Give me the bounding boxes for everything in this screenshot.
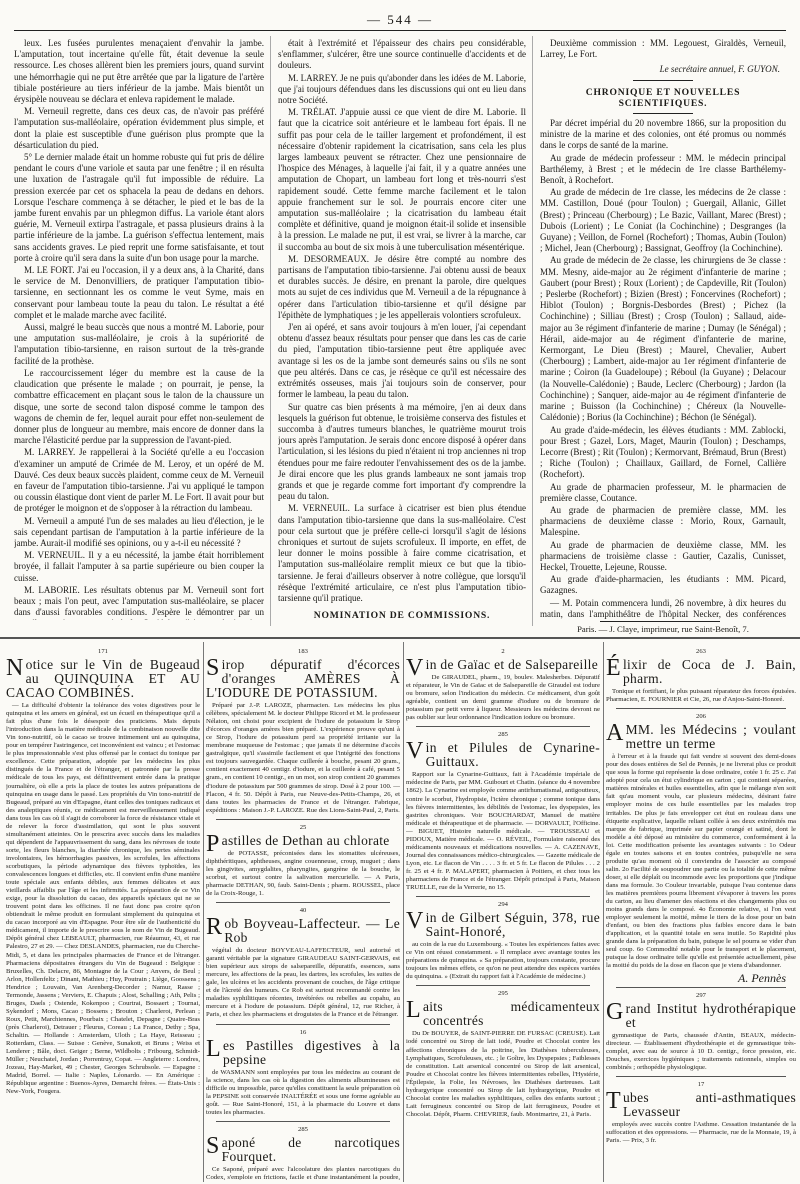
handwritten-signature: A. Pennès [738,971,786,986]
paragraph: Deuxième commission : MM. Legouest, Giraldès, Verneuil, Larrey, Le Fort. [540,38,786,60]
paragraph: M. VERNEUIL. Il y a eu nécessité, la jambe était horriblement broyée, il fallait l'amputer à sa partie supérieure ou bien couper la cuisse. [14,550,264,583]
article-column-2 [278,38,526,620]
ad-heading [206,830,400,857]
ad-body: Préparé par J.-P. LAROZE, pharmacien. Les médecins les plus célèbres, spécialement M. le docteur Philippe Ricord et M. le professeur Nélaton, ont choisi pour excipient de l'iodure de potassium le Sirop d'écorces d'oranges amères bien préparé. L'expérience prouve qu'uni à ce Sirop, l'iodure de potassium perd sa propriété irritante sur la membrane muqueuse de l'estomac ; que jamais il ne détermine d'accès gastralgique, qu'il s'assimile facilement et que l'intégrité des fonctions est toujours sauvegardée. Chaque cuillerée à bouche, pesant 20 gram., contient exactement 40 centigr. d'iodure, et la cuillerée à café, pesant 5 gram., en contient 10 centigr., en un mot, son sirop contient 20 grammes d'iodure de potassium par 500 grammes de sirop. Dosé à 2 pour 100. — Flacon, 4 fr. 50. Dépôt à Paris, rue Neuve-des-Petits-Champs, 26, et dans toutes les pharmacies de France et de l'étranger. Fabrique, expéditions : Maison J.-P. LAROZE. Rue des Lions-Saint-Paul, 2, Paris. [206,702,400,814]
publisher-rule [600,621,720,622]
paragraph: Aussi, malgré le beau succès que nous a montré M. Laborie, pour une amputation sus-malléolaire, je crois à la supériorité de l'amputation tibio-tarsienne, en raison surtout de la très-grande facilité de la prothèse. [14,322,264,366]
ad-title: in de Gaïac et de Salsepareille [425,657,598,673]
ad-body: — La difficulté d'obtenir la tolérance des voies digestives pour le quinquina et les amers en général, est un écueil en thérapeutique qu'il a fait plus d'une fois le désespoir des praticiens. Mais depuis l'introduction dans la matière médicale de la combinaison nouvelle dite Vin tono-nutritif, où le cacao se trouve intimement uni au quinquina, pour en tempérer l'astringence, cet inconvénient est vaincu ; et l'estomac le plus impressionnable s'est plus offensé par le contact du tonique par excellence. Cette préparation, adoptée par les médecins les plus distingués de la France et de l'étranger, et patronnée par la presse médicale de tous les pays, est définitivement entrée dans la pratique journalière, où elle a pris la place de toutes les autres préparations de quinquina en usage dans le passé. Les propriétés du Vin tono-nutritif de Bugeaud, préparé au vin d'Espagne, étant celles des toniques radicaux et des analeptiques réunis, ce médicament est merveilleusement indiqué dans tous les cas où il s'agit de corroborer la force de résistance vitale et de relever la force d'assimilation, qui sont le plus souvent simultanément atteintes. On le prescrira avec succès dans les maladies qui dépendent de l'appauvrissement du sang, dans les névroses de toute sorte, les fleurs blanches, la diarrhée chronique, les pertes séminales involontaires, les hémorrhagies passives, les scrofules, les affections scorbutiques, la période adynamique des fièvres typhoïdes, les convalescences longues et difficiles, etc. Il convient enfin d'une manière toute spéciale aux enfants débiles, aux femmes délicates et aux vieillards affaiblis par l'âge et les infirmités. La préparation de ce Vin exige, pour la dissolution du cacao, des appareils spéciaux qui ne se trouvent point dans les officines. Il ne faut donc pas croire qu'on obtiendrait le même produit en formulant simplement du quinquina et du cacao incorporé au vin d'Espagne. Pour être sûr de l'authenticité du médicament, il importe de le prescrire sous le nom de Vin de Bugeaud. Dépôt général chez LEBEAULT, pharmacien, rue Réaumur, 43, et rue Palestro, 27 et 29. — Chez DESLANDES, pharmacien, rue du Cherche-Midi, 5, et dans les principales pharmacies de France et de l'étranger. Pharmaciens dépositaires étrangers du Vin de Bugeaud : Belgique : Bruxelles, Ch. Delacre, 86, Montagne de la Cour ; Anvers, de Beul ; Arlon, Hollenfeltz ; Dinant, Mathieu ; Huy, Poutrain ; Liège, Goossens ; Hendrice ; Louvain, Van Arenberg-Decorder ; Namur, Rasse ; Termonde, Jassens ; Verviers, E. Chapuis ; Alost, Schalling ; Ath, Pelis ; Bruges, Daels ; Ostende, Kokenpoo ; Courtrai, Bossaert ; Tournai, Sykendorf ; Mons, Cacao ; Bossens ; Brouton ; Charleroi, Perlean ; Roux, Petit, Marchiennes, Pourbaix ; Chatelet, Depagne ; Quaire-Bras (près Charleroi), Detrauer ; Fleurus, Coreau ; La France, Dethy ; Spa, Schaltin. — Hollande : Amsterdam, Uloth ; La Haye, Reisseau ; Rotterdam, Class. — Suisse : Genève, Sunakott, et Bruns ; Weiss et Lenderer ; Bâle, doct. Geiger ; Berne, Wildbolts ; Fribourg, Schmidt-Müller ; Neuchatel, Jordan ; Porrentruy, Copat. — Angleterre : Londres, Jozeau, Hay-Market, 49 ; Chester, Georges Schrubsole. — Espagne : Madrid, Borrel. — Italie : Naples, Léonardo. — En Amérique : République argentine : Buenos-Ayres, Demarchi frères. — États-Unis : New-York, Fougera. [6,702,200,1096]
ad-heading [406,738,600,770]
ad-heading [606,998,796,1030]
ad-title: astilles de Dethan au chlorate [221,832,390,848]
paragraph: Au grade de pharmacien de première classe, MM. les pharmaciens de deuxième classe : Morio, Roux, Garnault, Malespine. [540,504,786,538]
drop-cap: R [206,914,223,941]
drop-cap: V [406,908,424,935]
drop-cap: N [6,655,24,682]
advertisement [206,1126,400,1180]
advertisement [6,648,200,1096]
article-column-1 [14,38,264,620]
ad-title: ubes anti-asthmatiques Levasseur [622,1089,796,1119]
ad-body: Ce Saponé, préparé avec l'alcoolature des plantes narcotiques du Codex, s'emploie en frictions, facile et d'une instantanément la poudre, [206,1165,400,1180]
column-divider [532,36,533,626]
secretary-signature: Le secrétaire annuel, F. GUYON. [659,64,780,75]
ad-number: 263 [696,648,706,655]
publisher-line: Paris. — J. Claye, imprimeur, rue Saint-Benoît, 7. [577,624,749,634]
ad-body: au coin de la rue du Luxembourg. « Toutes les expériences faites avec ce Vin ont réussi constamment. » Il remplace avec avantage toutes les préparations de quinquina. « Sa préparation, toujours constante, procure toujours les mêmes effets, ce qu'on ne peut attendre des espèces variées du quinquina. » (Extrait du rapport fait à l'Académie de médecine.) [406,941,600,981]
ad-separator [416,726,590,727]
paragraph: Au grade de médecin de 2e classe, les chirurgiens de 3e classe : MM. Mesny, aide-major au 2e régiment d'infanterie de marine ; Gaubert (pour Brest) ; Roux (Lorient) ; de Capdeville, Rit (Toulon) ; Peslerbe (Rochefort) ; Bizien (Brest) ; Foncervines (Rochefort) ; Hiblot (Toulon) ; Borgnis-Desbordes (Brest) ; Pichez (la Cochinchine) ; Silliau (Brest) ; Crosp (Toulon) ; Sallaud, aide-major au 3e régiment d'infanterie de marine ; Dumay (le Sénégal) ; Hérail, aide-major au 4e régiment d'infanterie de marine, Kermorgant, Le Dieu (Brest) ; Maurel, Chevalier, Aubert (Cherbourg) ; Lambert, aide-major au 1er régiment d'infanterie de marine ; Coiron (la Guadeloupe) ; Réboul (la Guyane) ; Delacour (la Nouvelle-Calédonie) ; Baude, Leclerc (Cherbourg) ; Jardon (la Cochinchine) ; Sanquer, aide-major au 4e régiment d'infanterie de marine ; Buisson (la Cochinchine) ; Chéreux (la Nouvelle-Calédonie) ; Borius (la Cochinchine) ; Béchon (le Sénégal). [540,255,786,423]
advertisement [206,648,400,815]
ad-title: aits médicamenteux concentrés [422,999,600,1029]
ad-body: Du Dr BOUYER, de SAINT-PIERRE DE FURSAC (CREUSE). Lait iodé concentré ou Sirop de lait iodé, Poudre et Chocolat contre les affections chroniques de la poitrine, les Diathèses tuberculeuses, Lymphatiques, Scrofuleuses, etc. ; le Goître, les Dyspepsies ; Faiblesses de constitution. Lait arsenical concentré ou Sirop de lait arsenical, Poudre et Chocolat contre les fièvres intermittentes rebelles, l'Hystérie, l'Épilepsie, la Folie, les Névroses, les Diathèses dartreuses. Lait hydrargyrique concentré ou Sirop de lait hydrargyrique, Poudre et Chocolat contre les maladies syphilitiques, celles des enfants surtout ; Lait ferrugineux concentré ou Sirop de lait ferrugineux, Poudre et Chocolat. Dépôt, Pharm. CHEVRIER, faub. Montmartre, 21, à Paris. [406,1030,600,1118]
paragraph: Au grade d'aide-médecin, les élèves étudiants : MM. Zablocki, pour Brest ; Gazel, Lors, Maget, Maurin (Toulon) ; Deschamps, Lecorre (Brest) ; Rit (Toulon) ; Kermorvant, Brémaud, Brun (Brest) ; Riche (Toulon) ; Chaillaux, Gaillard, de Fornel, Callière (Rochefort). [540,424,786,480]
drop-cap: G [606,998,624,1025]
drop-cap: L [406,997,421,1024]
paragraph: Au grade de médecin de 1re classe, les médecins de 2e classe : MM. Castillon, Doué (pour Toulon) ; Guergail, Allanic, Gillet (Brest) ; Princeau (Cherbourg) ; Le Bazic, Vaillant, Marec (Brest) ; Dubois (Lorient) ; Le Coniat (la Cochinchine) ; Desgranges (la Guyane) ; Veillon, de Fornel (Rochefort) ; Thomas, Aubin (Toulon) ; Michel, Jean (Cherbourg) ; Bassignat, Geoffroy (la Cochinchine). [540,187,786,254]
ad-column-1 [6,648,200,1180]
section-rule [633,113,693,114]
ad-number: 294 [498,901,508,909]
ad-number: 206 [696,713,706,721]
ad-title: rand Institut hydrothérapique et [625,1000,796,1030]
drop-cap: T [606,1087,621,1114]
ad-body: à l'erreur et à la fraude qui fait vendre si souvent des demi-doses pour des doses entières de Sel de Pennès, je ne livrerai plus ce produit que sous la forme qui représente la dose ordinaire, cotée 1 fr. 25 c. J'ai adopté pour cela un étui cylindrique en carton ; qui contient séparées, matières minérales et huiles essentielles, afin que le mélange n'en soit fait qu'au moment voulu, car plusieurs médecins, désirant faire employer moins de ces huile essentielles par les malades trop irritables. De plus je fais envelopper cet étui en rouleau dans une étiquette explicative, laquelle reliant collée à ses deux extrémités ma marque de fabrique, imprimée sur papier orangé et satiné, dont le modèle a été déposé au ministère du commerce, conformément à la loi. Cette modification présente les avantages suivants : 1o Odeur égale en toutes saisons et en toutes contrées, puisqu'elle ne sera produite qu'au moment où il conviendra de l'associer au composé salin. 2o Facilité de soupoudrer une partie ou la totalité de cette même doser, si elle déplaît ou incommode avec les proportions que j'indique dans ma formule. 3o Couleur invariable, puisque l'eau contenue dans les matières premières pourra librement s'évaporer à travers les pores du carton, au lieu d'amener des réactions et des changements plus ou moins grands dans le composé. 4o Économie relative, si l'on veut employer seulement la moitié, même le tiers de la dose pour un bain d'enfant, ou bien des fractions plus faibles encore dans le bain d'application, et la quantité totale en sera inutile. 5o Rapidité plus grande dans la préparation du bain, puisque le sel pourra se vider d'un seul coup. 6o Commodité notable pour le transport et le placement, puisque la dose ordinaire telle qu'elle est présentée actuellement, pèse la moitié du poids de la dose en flacon que je viens d'abandonner. [606,753,796,970]
ad-separator [416,985,590,986]
paragraph: Par décret impérial du 20 novembre 1866, sur la proposition du ministre de la marine et des colonies, ont été promus ou nommés dans le corps de santé de la marine. [540,118,786,151]
ad-number: 297 [696,991,706,999]
ad-title: aponé de narcotiques Fourquet. [221,1134,400,1164]
section-rule [633,80,693,81]
ad-heading [6,655,200,701]
ad-number: 25 [299,823,307,831]
drop-cap: S [206,655,220,682]
ad-heading [406,908,600,940]
ad-heading [206,914,400,946]
ad-body: employés avec succès contre l'Asthme. Cessation instantanée de la suffocation et des oppressions. — Pharmacie, rue de la Monnaie, 19, à Paris. — Prix, 3 fr. [606,1120,796,1144]
advertisement [406,648,600,722]
paragraph: était à l'extrémité et l'épaisseur des chairs peu considérable, s'enflammer, s'ulcérer, être une source continuelle d'accidents et de douleurs. [278,38,526,71]
column-divider [270,36,271,626]
paragraph: M. VERNEUIL. La surface à cicatriser est bien plus étendue dans l'amputation tibio-tarsienne que dans la sus-malléolaire. C'est pour cela surtout que je préfère celle-ci lorsqu'il s'agit de lésions chroniques et surtout de sujets scrofuleux. Il importe, en effet, de leur donner le moins possible à faire comme cicatrisation, et l'amputation sus-malléolaire remplit mieux ce but que la tibio-tarsienne. Je ferai d'ailleurs observer à notre collègue, que lorsqu'il résèque l'extrémité articulaire, ce n'est plus l'amputation tibio-tarsienne qu'il pratique. [278,503,526,603]
section-title: CHRONIQUE ET NOUVELLES SCIENTIFIQUES. [585,86,741,109]
paragraph: J'en ai opéré, et sans avoir toujours à m'en louer, j'ai cependant obtenu d'assez beaux résultats pour penser que dans les cas de carie du pied, l'amputation tibio-tarsienne peut être appliquée avec avantage si les os de la jambe sont demeurés sains ou s'ils ne sont que peu altérés. Dans ce cas, je résèque ce qu'il est nécessaire des extrémités osseuses, mais j'ai toujours soin de conserver, pour former le lambeau, la peau du talon. [278,322,526,400]
ad-body: Rapport sur la Cynarine-Guittaux, fait à l'Académie impériale de médecine de Paris, par MM. Guibourt et Chatin. (séance du 4 novembre 1862). La Cynarine est employée comme antirhumatismal, antigoutteux, contre le scorbut, l'hydropisie, l'ictère chronique ; comme tonique dans les fièvres intermittentes, les débilités de l'estomac, les dyspepsies, les gastrites chroniques. Voir BOUCHARDAT, Manuel de matière médicale et thérapeutique et de pharmacie. — DORVAULT, l'Officine. — BIGUET, Histoire naturelle médicale. — TROUSSEAU et PIDOUX, Matière médicale. — O. RÉVEIL, Formulaire raisonné des médicaments nouveaux et médications nouvelles. — A. CAZENAVE, Journal des connaissances médico-chirurgicales. — Gazette médicale de Lyon, etc. Le flacon de Vin . . . . 3 fr. et 5 fr. Le flacon de Pilules . . . 2 fr. 25 et 4 fr. P. MALAPERT, pharmacien à Poitiers, et chez tous les pharmaciens de France et de l'étranger. Dépôt principal à Paris, Maison TRUELLE, rue de la Verrerie, no 15. [406,771,600,892]
ad-heading [606,720,796,752]
section-title: NOMINATION DE COMMISSIONS. [313,610,491,620]
advertisement [606,648,796,704]
ad-number: 2 [501,648,505,655]
ad-number: 17 [697,1080,705,1088]
header-rule [14,30,786,31]
page-number: — 544 — [367,12,433,27]
ad-separator [216,1024,390,1025]
paragraph: Au grade de médecin professeur : MM. le médecin principal Barthélemy, à Brest ; et le médecin de 1re classe Barthélemy-Benoît, à Rochefort. [540,152,786,186]
paragraph: Au grade de pharmacien de deuxième classe, MM. les pharmaciens de troisième classe : Gautier, Cazalis, Cunisset, Heckel, Trouette, Lejeune, Rousse. [540,539,786,572]
ad-title: MM. les Médecins ; voulant mettre un terme [625,722,796,752]
ad-body: végétal du docteur BOYVEAU-LAFFECTEUR, seul autorisé et garanti véritable par la signature GIRAUDEAU SAINT-GERVAIS, est bien supérieur aux sirops de salsepareille, dépuratifs, essences, sans mercure, les affections de la peau, les dartres, les scrofules, les suites de gale, les ulcères et les accidents provenant de couches, de l'âge critique et de l'âcreté des humeurs. Ce Rob est surtout recommandé contre les maladies syphilitiques récentes, invétérées ou rebelles au copahu, au mercure et à l'iodure de potassium. Dépôt général, 12, rue Richer, à Paris, et chez les pharmaciens et droguistes de la France et de l'étranger. [206,947,400,1019]
paragraph: Au grade de pharmacien professeur, M. le pharmacien de première classe, Coutance. [540,481,786,503]
ad-divider [403,642,404,1182]
paragraph: M. DESORMEAUX. Je désire être compté au nombre des partisans de l'amputation tibio-tarsienne. J'ai obtenu aussi de beaux et durables succès. Je désire, en prenant la parole, dire quelques mots au sujet de ces individus que M. Verneuil a de la répugnance à opérer dans l'articulation tibio-tarsienne et qu'il désigne par l'épithète de lymphatiques ; je les appellerais volontiers scrofuleux. [278,253,526,320]
ad-title: otice sur le Vin de Bugeaud au QUINQUINA ET AU CACAO COMBINÉS. [6,657,200,701]
ad-separator [616,1076,786,1077]
ad-separator [216,819,390,820]
ad-number: 295 [498,990,508,998]
ad-heading [606,1087,796,1119]
ad-separator [416,896,590,897]
paragraph: M. LABORIE. Les résultats obtenus par M. Verneuil sont fort beaux ; mais l'on peut, avec l'amputation sus-malléolaire, se placer dans d'aussi favorables conditions. J'espère le démontrer par un [14,584,264,618]
ad-divider [203,642,204,1182]
advertisement [406,731,600,892]
ad-title: in de Gilbert Séguin, 378, rue Saint-Honoré, [425,910,600,940]
ad-body: de POTASSE, préconisées dans les stomatites ulcéreuses, diphthéritiques, aphtheuses, angine couenneuse, croup, muguet ; dans les gingivites, amygdalites, pharyngites, gangrène de la bouche, le scorbut, et surtout contre la salivation mercurielle. — A Paris, pharmacie DETHAN, 90, faub. Saint-Denis ; pharm. ROUSSEL, place de la Croix-Rouge, 1. [206,849,400,897]
paragraph: — M. Potain commencera lundi, 26 novembre, à dix heures du matin, dans l'amphithéâtre de l'hôpital Necker, des conférences [540,597,786,619]
paragraph: Sur quatre cas bien présents à ma mémoire, j'en ai deux dans lesquels la guérison fut obtenue, le troisième conserva des fistules et succomba à d'autres tumeurs blanches, le quatrième mourut trois jours après l'amputation. Je serais donc encore disposé à opérer dans l'articulation, si les lésions du pied n'étaient ni trop anciennes ni trop étendues pour me faire redouter l'envahissement des os de la jambe. Je dirai encore que les plus grands lambeaux ne sont jamais trop grands et que je regarde comme fort important d'y comprendre la peau du talon. [278,401,526,502]
ad-heading [206,1132,400,1164]
ad-title: irop dépuratif d'écorces d'oranges AMÈRES À L'IODURE DE POTASSIUM. [206,657,400,701]
ad-heading [206,1035,400,1067]
ad-body: de WASMANN sont employées par tous les médecins au courant de la science, dans les cas où la digestion des aliments albumineuses est difficile ou impossible, parce qu'elles constituent la seule préparation où la PEPSINE soit conservée INALTÉRÉE et sous une forme agréable au goût. — Rue Saint-Honoré, 151, à la pharmacie du Louvre et dans toutes les pharmacies. [206,1068,400,1116]
paragraph: M. LARREY. Je ne puis qu'abonder dans les idées de M. Laborie, que j'ai toujours défendues dans les discussions qui ont eu lieu dans notre Société. [278,72,526,106]
ad-body: Tonique et fortifiant, le plus puissant réparateur des forces épuisées. Pharmacien, E. FOURNIER et Cie, 26, rue d'Anjou-Saint-Honoré. [606,688,796,704]
advertisement [206,824,400,898]
advertisement [606,992,796,1072]
drop-cap: S [206,1132,220,1159]
paragraph: M. LARREY. Je rappellerai à la Société qu'elle a eu l'occasion d'examiner un amputé de Crimée de M. Leroy, et un opéré de M. Dauvé. Ces deux beaux succès plaident, comme ceux de M. Verneuil en faveur de l'amputation tibio-tarsienne. J'ai vu appliqué le tampon ou coussin élastique dont vient de parler M. Le Fort. Il avait pour but de protéger le moignon et de s'opposer à la rétraction du lambeau. [14,447,264,514]
ad-separator [216,1121,390,1122]
paragraph: Au grade d'aide-pharmacien, les étudiants : MM. Picard, Gazagnes. [540,574,786,596]
ad-number: 285 [298,1125,308,1133]
ad-heading [206,655,400,701]
ad-title: es Pastilles digestives à la pepsine [222,1037,400,1067]
advertisement [406,990,600,1119]
drop-cap: A [606,720,624,747]
paragraph: M. Verneuil regrette, dans ces deux cas, de n'avoir pas préféré l'amputation sus-malléolaire, opération évidemment plus simple, et dont la plaie est susceptible d'une guérison plus prompte que la désarticulation du pied. [14,106,264,150]
ad-body: gymnastique de Paris, chaussée d'Antin, BEAUX, médecin-directeur. — Établissement d'hydrothérapie et de gymnastique très-complet, avec eau de source à 10 D. centigr., force pression, etc. Douches, exercices hygiéniques ; traitements rationnels, simples ou combinés ; orthopédie physiologique. [606,1031,796,1071]
ad-separator [616,708,786,709]
advertisement [206,907,400,1019]
drop-cap: P [206,830,220,857]
advertisement [606,1081,796,1145]
ad-title: in et Pilules de Cynarine-Guittaux. [425,740,600,770]
ad-column-4 [606,648,796,1180]
ad-title: ob Boyveau-Laffecteur. — Le Rob [224,916,400,946]
advertisement [406,901,600,981]
paragraph: M. TRÉLAT. J'appuie aussi ce que vient de dire M. Laborie. Il faut que la cicatrice soit antérieure et le lambeau fort épais. Il ne suffit pas pour cela de le tailler largement et profondément, il est nécessaire d'obtenir rapidement la cicatrisation, sans cela les plus larges lambeaux peuvent se rétracter. Chez une pensionnaire de l'hospice des Ménages, à laquelle j'ai fait, il y a quatre années une amputation de Chopart, un lambeau fort long et très-nourri s'est rapidement soudé. Cette femme marche facilement et le talon appuie franchement sur le sol. Je pourrais encore citer une amputation sus-malléolaire ; la cicatrisation du lambeau était complète et définitive, quand je moignon était-il solide et insensible à la pression. Le malade ne put, il est vrai, se livrer à la marche, car il succomba au bout de six mois à une tuberculisation mésentérique. [278,107,526,252]
advertisements-rule [0,637,800,639]
ad-separator [616,987,786,988]
ad-number: 171 [98,648,108,655]
ad-column-2 [206,648,400,1180]
paragraph: leux. Les fusées purulentes menaçaient d'envahir la jambe. L'amputation, tout incertaine qu'elle fût, était devenue la seule ressource. Les choses allèrent bien les premiers jours, quand survint une hémorrhagie qui ne put être arrêtée que par la ligature de l'artère tibiale postérieure au tiers inférieur de la jambe. Mais bientôt un érysipèle nouveau se déclara et enleva rapidement le malade. [14,38,264,105]
drop-cap: É [606,655,621,682]
ad-column-3 [406,648,600,1180]
ad-separator [216,902,390,903]
ad-number: 285 [498,731,508,739]
ad-number: 40 [299,907,307,915]
article-column-3 [540,38,786,620]
ad-heading [606,655,796,687]
paragraph: M. LE FORT. J'ai eu l'occasion, il y a deux ans, à la Charité, dans le service de M. Denonvilliers, de pratiquer l'amputation tibio-tarsienne, en sectionnant les os comme le veut Syme, mais en conservant pour lambeau toute la peau du talon. Le résultat a été complet et le malade marche avec facilité. [14,265,264,320]
paragraph: Le raccourcissement léger du membre est la cause de la claudication que présente le malade ; on pourrait, je pense, la combattre efficacement en plaçant sous le talon de la chaussure un disque, une sorte de second talon disposé comme le tampon des wagons de chemin de fer, lequel aurait pour effet non-seulement de donner plus de longueur au membre, mais encore de donner dans la marche l'élasticité perdue par la suppression de l'avant-pied. [14,367,264,446]
paragraph: M. Verneuil a amputé l'un de ses malades au lieu d'élection, je le sais cependant partisan de l'amputation à la partie inférieure de la jambe. Aurait-il modifié ses opinions, ou y a-t-il eu nécessité ? [14,515,264,548]
ad-number: 183 [298,648,308,655]
drop-cap: L [206,1035,221,1062]
ad-title: lixir de Coca de J. Bain, pharm. [622,657,796,687]
ad-body: De GIRAUDEL, pharm., 19, boulev. Malesherbes. Dépuratif et réparateur, le Vin de Gaïac et de Salsepareille de Giraudel est iodure ou bromure, selon l'indication du médecin. Ce médicament, d'un goût agréable, contient un demi gramme d'iodure ou de bromure de potassium par petit verre à liqueur. Messieurs les médecins devront ne pas oublier sur leur ordonnance l'indication iodure ou bromure. [406,674,600,722]
drop-cap: V [406,655,424,682]
advertisement [206,1029,400,1117]
ad-number: 16 [299,1028,307,1036]
drop-cap: V [406,738,424,765]
paragraph: 5° Le dernier malade était un homme robuste qui fut pris de délire pendant le cours d'une variole et sauta par une fenêtre ; il en résulta une luxation de l'astragale qu'il fut impossible de réduire. La pression exercée par cet os sphacela la peau de dedans en dehors. Lorsque l'eschare commença à se détacher, le pied et le bas de la jambe furent envahis par un phlegmon diffus. La variole étant alors guérie, M. Verneuil extirpa l'astragale, et passa plusieurs drains à la partie inférieure de la jambe. La guérison s'effectua lentement, mais sans accidents graves. Le pied reprit une forme satisfaisante, et tout porte à croire qu'il sera dans la suite d'un bon usage pour la marche. [14,152,264,263]
advertisement [606,713,796,970]
ad-heading [406,997,600,1029]
ad-divider [603,642,604,1182]
ad-heading [406,655,600,682]
